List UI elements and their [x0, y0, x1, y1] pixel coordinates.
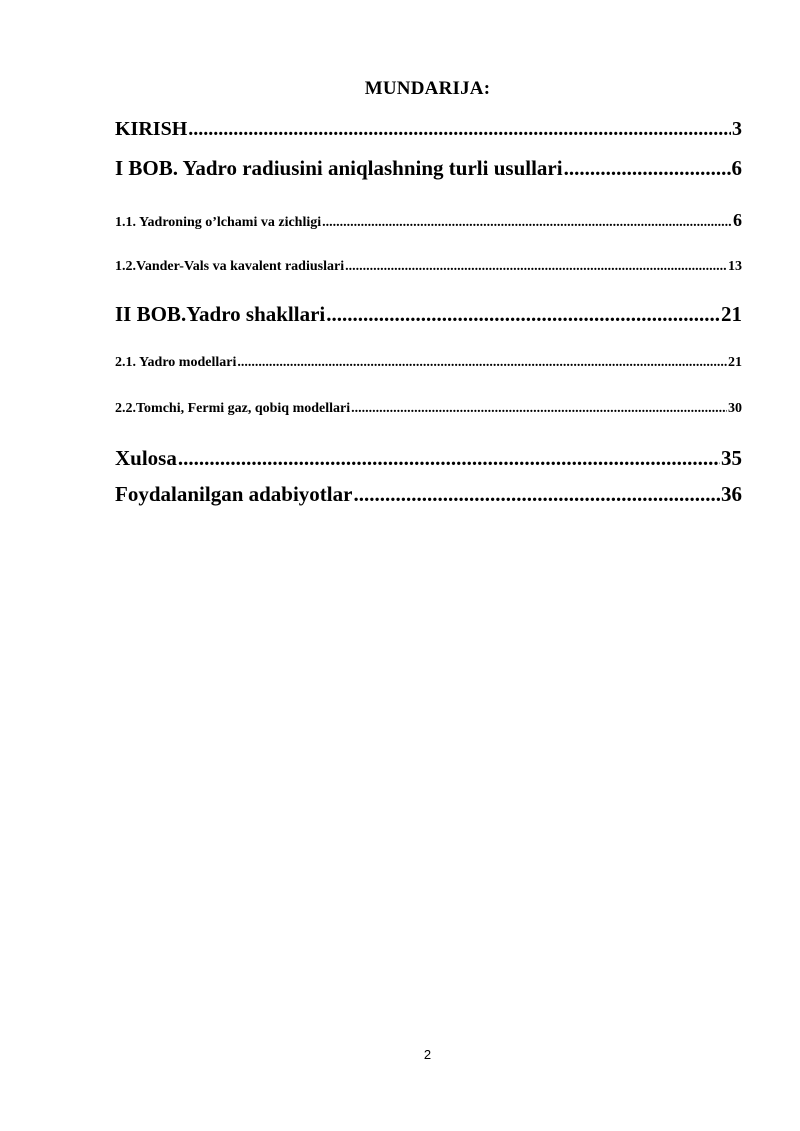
toc-leader-dots — [351, 401, 727, 417]
toc-entry-page: 6 — [733, 210, 742, 230]
toc-entry-adabiyotlar[interactable] — [115, 482, 742, 507]
toc-leader-dots — [326, 302, 720, 327]
page-number: 2 — [423, 1047, 432, 1062]
toc-entry-section-1-1[interactable] — [115, 210, 742, 231]
toc-entry-section-1-2[interactable] — [115, 259, 742, 275]
toc-entry-label: KIRISH — [115, 118, 188, 140]
toc-title: MUNDARIJA: — [364, 78, 491, 99]
toc-entry-page: 21 — [728, 355, 742, 370]
toc-entry-label: 2.1. Yadro modellari — [115, 355, 237, 370]
toc-entry-kirish[interactable] — [115, 118, 742, 141]
toc-leader-dots — [353, 482, 720, 507]
toc-leader-dots — [178, 446, 720, 471]
toc-leader-dots — [322, 215, 732, 231]
toc-leader-dots — [345, 259, 727, 275]
toc-entry-label: 2.2.Tomchi, Fermi gaz, qobiq modellari — [115, 401, 351, 416]
toc-entry-label: II BOB.Yadro shakllari — [115, 302, 326, 326]
toc-leader-dots — [188, 118, 731, 141]
toc-entry-page: 6 — [731, 156, 742, 180]
toc-entry-label: Foydalanilgan adabiyotlar — [115, 482, 353, 506]
toc-entry-page: 21 — [721, 302, 742, 326]
toc-leader-dots — [564, 156, 731, 181]
toc-entry-label: Xulosa — [115, 446, 177, 470]
toc-entry-page: 35 — [721, 446, 742, 470]
toc-entry-page: 30 — [728, 401, 742, 416]
toc-entry-chapter-1[interactable] — [115, 156, 742, 181]
toc-entry-page: 13 — [728, 259, 742, 274]
toc-entry-page: 3 — [732, 118, 742, 140]
toc-entry-page: 36 — [721, 482, 742, 506]
toc-entry-xulosa[interactable] — [115, 446, 742, 471]
toc-entry-label: I BOB. Yadro radiusini aniqlashning turli usullari — [115, 156, 563, 180]
toc-entry-section-2-1[interactable] — [115, 355, 742, 371]
toc-entry-label: 1.1. Yadroning o’lchami va zichligi — [115, 215, 322, 230]
toc-entry-chapter-2[interactable] — [115, 302, 742, 327]
toc-leader-dots — [237, 355, 727, 371]
toc-entry-section-2-2[interactable] — [115, 401, 742, 417]
toc-entry-label: 1.2.Vander-Vals va kavalent radiuslari — [115, 259, 345, 274]
